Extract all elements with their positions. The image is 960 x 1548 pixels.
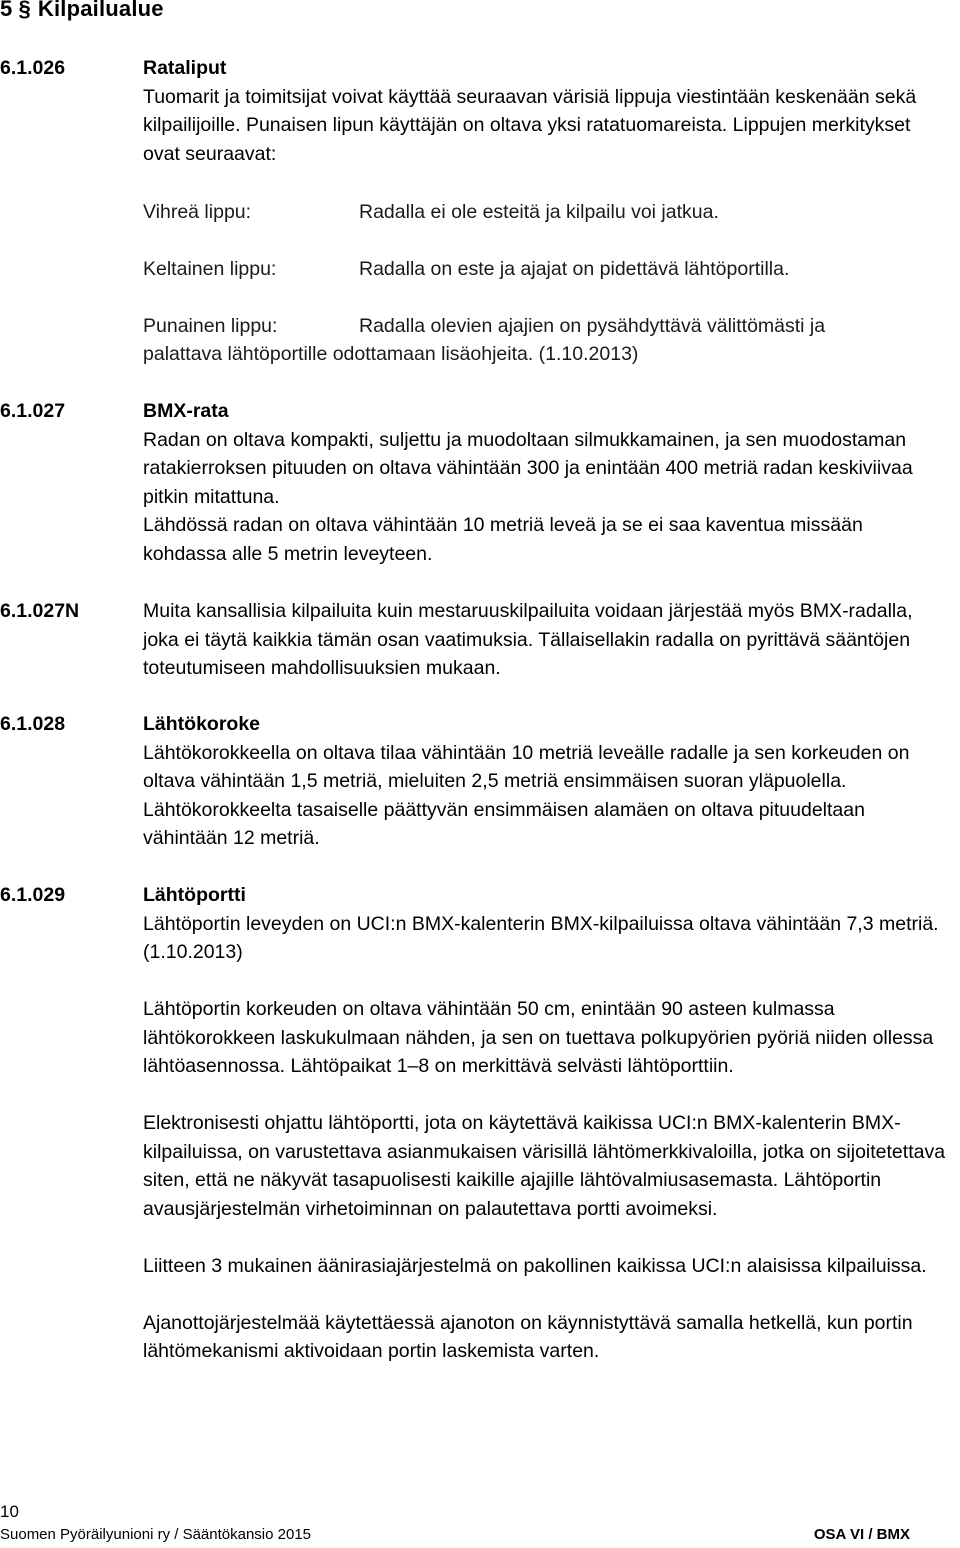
rule-paragraph: Radan on oltava kompakti, suljettu ja muodoltaan silmukkamainen, ja sen muodostaman ratakierroksen pituuden on oltava vähintään 300 ja enintään 400 metriä radan keskiviivaa pitkin mitattuna.: [143, 428, 913, 508]
rule-body: [143, 397, 948, 568]
rule-paragraph: Ajanottojärjestelmää käytettäessä ajanoton on käynnistyttävä samalla hetkellä, kun portin lähtömekanismi aktivoidaan portin laskemista varten.: [143, 1311, 913, 1362]
rule-paragraph: Elektronisesti ohjattu lähtöportti, jota on käytettävä kaikissa UCI:n BMX-kalenterin BMX-kilpailuissa, on varustettava asianmukaisen värisillä lähtömerkkivaloilla, jotka on sijoitetettava siten, että ne näkyvät tasapuolisesti kaikille ajajille lähtövalmiusasemasta. Lähtöportin avausjärjestelmän virhetoiminnan on palautettava portti avoimeksi.: [143, 1112, 946, 1220]
rule-number: 6.1.027N: [0, 600, 80, 622]
chapter-title: Kilpailualue: [37, 0, 164, 21]
rule-number: 6.1.028: [0, 713, 66, 735]
rule-paragraph: Lähtöportin leveyden on UCI:n BMX-kalenterin BMX-kilpailuissa oltava vähintään 7,3 metriä. (1.10.2013): [143, 912, 939, 963]
rule-paragraph: Tuomarit ja toimitsijat voivat käyttää seuraavan värisiä lippuja viestintään keskenään sekä kilpailijoille. Punaisen lipun käyttäjän on oltava yksi ratatuomareista. Lippujen merkitykset ovat seuraavat:: [143, 85, 917, 165]
rule-body: [143, 881, 948, 1366]
rule-title: Lähtöportti: [143, 884, 246, 906]
rule-title: BMX-rata: [143, 400, 229, 422]
flag-description: Radalla on este ja ajajat on pidettävä lähtöportilla.: [359, 258, 790, 280]
rule-title: Rataliput: [143, 57, 227, 79]
rule-paragraph: Muita kansallisia kilpailuita kuin mestaruuskilpailuita voidaan järjestää myös BMX-radalla, joka ei täytä kaikkia tämän osan vaatimuksia. Tällaisellakin radalla on pyrittävä sääntöjen toteutumiseen mahdollisuuksien mukaan.: [143, 600, 913, 679]
rule-title: Lähtökoroke: [143, 713, 261, 735]
rule-body: [143, 710, 948, 853]
flag-description-continued: palattava lähtöportille odottamaan lisäohjeita. (1.10.2013): [143, 343, 639, 365]
flag-description: Radalla ei ole esteitä ja kilpailu voi jatkua.: [359, 201, 719, 223]
flag-name: Vihreä lippu:: [143, 201, 252, 223]
footer-publisher: Suomen Pyöräilyunioni ry / Sääntökansio 2015: [0, 1526, 312, 1543]
rule-body: [143, 54, 948, 168]
flag-description: Radalla olevien ajajien on pysähdyttävä välittömästi ja: [359, 315, 826, 337]
rule-body: [143, 597, 948, 683]
rule-paragraph: Lähtökorokkeella on oltava tilaa vähintään 10 metriä leveälle radalle ja sen korkeuden on oltava vähintään 1,5 metriä, mieluiten 2,5 metriä ensimmäisen suoran yläpuolella. Lähtökorokkeelta tasaiselle päättyvän ensimmäisen alamäen on oltava pituudeltaan vähintään 12 metriä.: [143, 741, 910, 849]
rule-paragraph: Lähdössä radan on oltava vähintään 10 metriä leveä ja se ei saa kaventua missään kohdassa alle 5 metrin leveyteen.: [143, 514, 863, 565]
page-number: 10: [0, 1502, 19, 1521]
footer-section: OSA VI / BMX: [813, 1526, 910, 1543]
rule-paragraph: Liitteen 3 mukainen äänirasiajärjestelmä on pakollinen kaikissa UCI:n alaisissa kilpailuissa.: [143, 1254, 927, 1277]
section-sign: §: [18, 0, 31, 21]
rule-number: 6.1.029: [0, 884, 66, 906]
chapter-heading: [0, 0, 164, 22]
rule-paragraph: Lähtöportin korkeuden on oltava vähintään 50 cm, enintään 90 asteen kulmassa lähtökorokkeen laskukulmaan nähden, ja sen on tuettava polkupyörien pyöriä niiden ollessa lähtöasennossa. Lähtöpaikat 1–8 on merkittävä selvästi lähtöporttiin.: [143, 998, 934, 1077]
rule-number: 6.1.026: [0, 57, 66, 79]
flag-name: Keltainen lippu:: [143, 258, 277, 280]
flag-name: Punainen lippu:: [143, 315, 278, 337]
chapter-number: 5: [0, 0, 13, 21]
rule-number: 6.1.027: [0, 400, 66, 422]
